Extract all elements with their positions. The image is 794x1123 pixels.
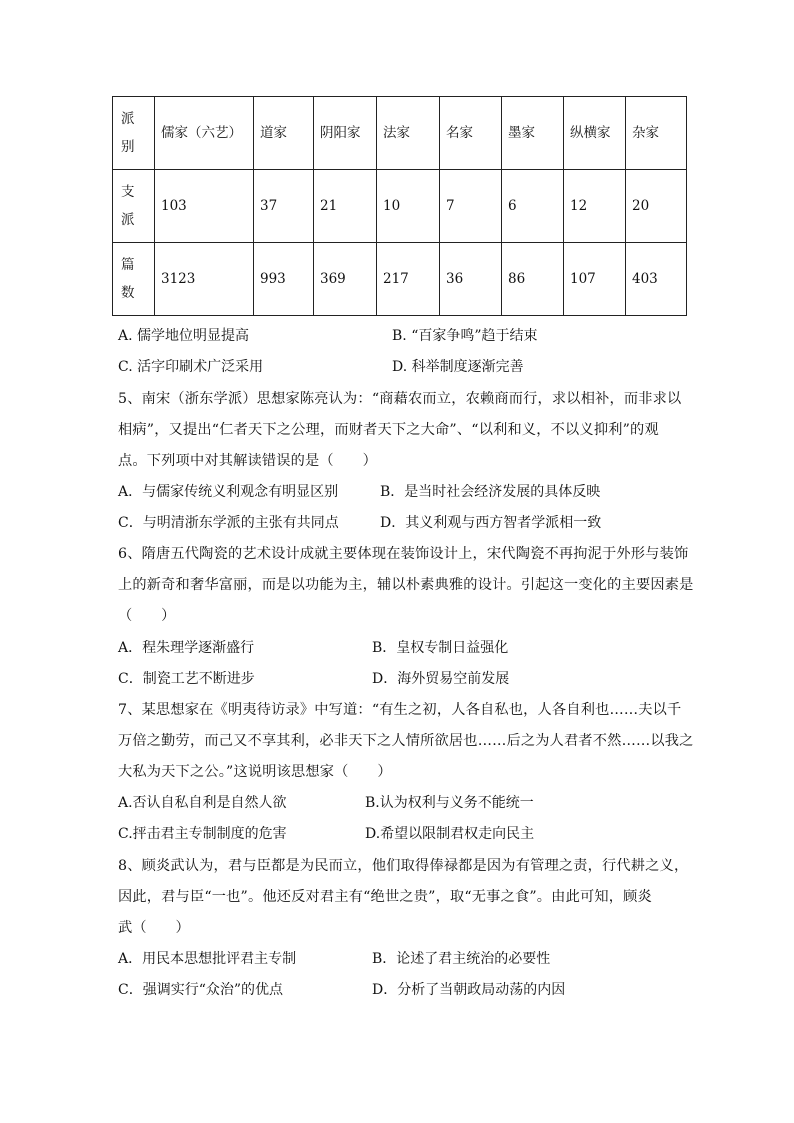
table-cell: 儒家（六艺） — [155, 97, 254, 170]
q7-option-b: B.认为权利与义务不能统一 — [365, 795, 534, 811]
q8-option-b: B．论述了君主统治的必要性 — [372, 951, 551, 967]
q6-option-d: D．海外贸易空前发展 — [372, 671, 510, 687]
table-cell: 名家 — [440, 97, 502, 170]
table-cell: 阴阳家 — [314, 97, 377, 170]
table-cell: 3123 — [155, 243, 254, 316]
q5-stem-line-1: 5、南宋（浙东学派）思想家陈亮认为：“商藉农而立，农赖商而行，求以相补，而非求以 — [118, 391, 682, 407]
table-cell: 20 — [626, 170, 687, 243]
table-cell: 6 — [502, 170, 564, 243]
q8-stem-line-3: 武（ ） — [118, 920, 190, 936]
q5-stem-line-2: 相病”，又提出“仁者天下之公理，而财者天下之大命”、“以利和义，不以义抑利”的观 — [118, 422, 659, 438]
table-cell: 纵横家 — [564, 97, 626, 170]
row-header-school: 派 别 — [113, 97, 155, 170]
q5-stem-line-3: 点。下列项中对其解读错误的是（ ） — [118, 453, 377, 469]
table-cell: 107 — [564, 243, 626, 316]
q5-option-c: C．与明清浙东学派的主张有共同点 — [118, 515, 339, 531]
q6-option-c: C．制瓷工艺不断进步 — [118, 671, 255, 687]
q7-stem-line-1: 7、某思想家在《明夷待访录》中写道：“有生之初，人各自私也，人各自利也……夫以千 — [118, 702, 682, 718]
q7-option-a: A.否认自私自利是自然人欲 — [118, 795, 287, 811]
table-cell: 36 — [440, 243, 502, 316]
table-cell: 86 — [502, 243, 564, 316]
table-cell: 369 — [314, 243, 377, 316]
table-row — [113, 170, 687, 243]
q8-stem-line-1: 8、顾炎武认为，君与臣都是为民而立，他们取得俸禄都是因为有管理之责，行代耕之义， — [118, 858, 689, 874]
table-cell: 403 — [626, 243, 687, 316]
q6-option-a: A．程朱理学逐渐盛行 — [118, 640, 255, 656]
q7-stem-line-3: 大私为天下之公。”这说明该思想家（ ） — [118, 764, 392, 780]
q7-option-d: D.希望以限制君权走向民主 — [365, 826, 535, 842]
table-cell: 杂家 — [626, 97, 687, 170]
q4-option-c: C. 活字印刷术广泛采用 — [118, 359, 264, 375]
table-cell: 7 — [440, 170, 502, 243]
row-header-chapters: 篇 数 — [113, 243, 155, 316]
table-cell: 21 — [314, 170, 377, 243]
q6-option-b: B．皇权专制日益强化 — [372, 640, 509, 656]
table-cell: 道家 — [254, 97, 314, 170]
table-cell: 墨家 — [502, 97, 564, 170]
q6-stem-line-2: 上的新奇和奢华富丽，而是以功能为主，辅以朴素典雅的设计。引起这一变化的主要因素是 — [118, 577, 694, 593]
q4-option-d: D. 科举制度逐渐完善 — [392, 359, 524, 375]
table-cell: 37 — [254, 170, 314, 243]
q8-option-c: C．强调实行“众治”的优点 — [118, 982, 284, 998]
q6-stem-line-3: （ ） — [118, 608, 176, 624]
q5-option-b: B．是当时社会经济发展的具体反映 — [380, 484, 601, 500]
table-row — [113, 97, 687, 170]
q6-stem-line-1: 6、隋唐五代陶瓷的艺术设计成就主要体现在装饰设计上，宋代陶瓷不再拘泥于外形与装饰 — [118, 546, 689, 562]
table-cell: 10 — [377, 170, 440, 243]
q8-option-a: A．用民本思想批评君主专制 — [118, 951, 297, 967]
q4-option-a: A. 儒学地位明显提高 — [118, 328, 250, 344]
table-cell: 217 — [377, 243, 440, 316]
table-cell: 993 — [254, 243, 314, 316]
table-cell: 12 — [564, 170, 626, 243]
table-row — [113, 243, 687, 316]
table-cell: 103 — [155, 170, 254, 243]
table-cell: 法家 — [377, 97, 440, 170]
q8-option-d: D．分析了当朝政局动荡的内因 — [372, 982, 566, 998]
row-header-branches: 支 派 — [113, 170, 155, 243]
q8-stem-line-2: 因此，君与臣“一也”。他还反对君主有“绝世之贵”，取“无事之食”。由此可知，顾炎 — [118, 889, 652, 905]
q4-option-b: B. “百家争鸣”趋于结束 — [392, 328, 538, 344]
q7-stem-line-2: 万倍之勤劳，而己又不享其利，必非天下之人情所欲居也……后之为人君者不然……以我之 — [118, 733, 694, 749]
q5-option-a: A．与儒家传统义利观念有明显区别 — [118, 484, 339, 500]
q7-option-c: C.抨击君主专制制度的危害 — [118, 826, 287, 842]
q5-option-d: D．其义利观与西方智者学派相一致 — [380, 515, 602, 531]
schools-table — [112, 96, 687, 316]
